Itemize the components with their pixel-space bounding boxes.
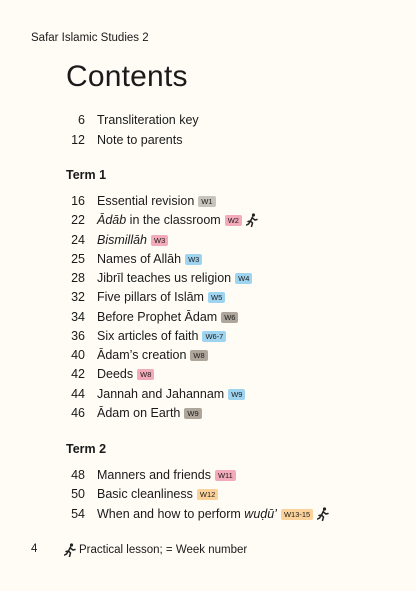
- toc-entry-title: Essential revision: [97, 194, 195, 208]
- toc-entry[interactable]: [60, 485, 218, 503]
- toc-page-number: 48: [71, 468, 85, 482]
- toc-entry-title: Jannah and Jahannam: [97, 387, 225, 401]
- toc-page-number: 46: [71, 406, 85, 420]
- toc-entry-title: Jibrīl teaches us religion: [97, 271, 232, 285]
- toc-entry-title-rest: in the classroom: [126, 213, 221, 227]
- toc-page-number: 44: [71, 387, 85, 401]
- week-badge: W9: [184, 408, 201, 419]
- toc-entry-title: Note to parents: [97, 133, 183, 147]
- toc-page-number: 36: [71, 329, 85, 343]
- page-title: Contents: [66, 60, 188, 93]
- toc-page-number: 40: [71, 348, 85, 362]
- week-badge: W9: [228, 389, 245, 400]
- toc-entry-title: [97, 507, 277, 521]
- toc-entry-title: Bismillāh: [97, 233, 148, 247]
- toc-page-number: 16: [71, 194, 85, 208]
- week-badge: W8: [190, 350, 207, 361]
- toc-entry-title: Transliteration key: [97, 113, 199, 127]
- toc-entry[interactable]: [60, 131, 182, 149]
- toc-entry-title: Ādam’s creation: [97, 348, 187, 362]
- toc-entry-title: Names of Allāh: [97, 252, 182, 266]
- toc-entry[interactable]: [60, 250, 202, 268]
- toc-entry-title: Deeds: [97, 367, 134, 381]
- book-title: Safar Islamic Studies 2: [31, 32, 149, 44]
- toc-entry[interactable]: [60, 385, 245, 403]
- toc-entry[interactable]: [60, 269, 252, 287]
- toc-entry-title: Five pillars of Islām: [97, 290, 204, 304]
- week-badge: W6-7: [202, 331, 226, 342]
- running-figure-icon: [64, 543, 76, 557]
- toc-entry[interactable]: [60, 288, 225, 306]
- running-figure-icon: [317, 507, 329, 521]
- toc-entry[interactable]: [60, 346, 208, 364]
- toc-entry-title: Before Prophet Ādam: [97, 310, 218, 324]
- week-badge: W3: [185, 254, 202, 265]
- toc-entry[interactable]: [60, 211, 258, 229]
- toc-entry-title: Basic cleanliness: [97, 487, 193, 501]
- toc-page-number: 6: [78, 113, 85, 127]
- term-heading: Term 1: [66, 168, 107, 182]
- toc-entry-title-plain: When and how to perform: [97, 507, 245, 521]
- toc-entry-title: [97, 213, 221, 227]
- week-badge: W2: [225, 215, 242, 226]
- toc-page-number: 24: [71, 233, 85, 247]
- legend: [64, 543, 247, 557]
- page-number: 4: [31, 543, 38, 555]
- toc-entry[interactable]: [60, 505, 329, 523]
- toc-page-number: 54: [71, 507, 85, 521]
- toc-entry-title: Six articles of faith: [97, 329, 199, 343]
- week-badge: W12: [197, 489, 218, 500]
- week-badge: W8: [137, 369, 154, 380]
- week-badge: W6: [221, 312, 238, 323]
- toc-entry[interactable]: [60, 327, 226, 345]
- toc-entry-title: Manners and friends: [97, 468, 211, 482]
- toc-entry[interactable]: [60, 231, 168, 249]
- toc-entry[interactable]: [60, 365, 154, 383]
- legend-text: Practical lesson; = Week number: [79, 544, 248, 556]
- toc-entry[interactable]: [60, 308, 238, 326]
- toc-page-number: 50: [71, 487, 85, 501]
- toc-page-number: 42: [71, 367, 85, 381]
- term-heading: Term 2: [66, 442, 107, 456]
- toc-entry[interactable]: [60, 404, 202, 422]
- toc-entry-title: Ādam on Earth: [97, 406, 181, 420]
- toc-entry-title-italic: wuḍū’: [244, 507, 277, 521]
- running-figure-icon: [246, 213, 258, 227]
- week-badge: W5: [208, 292, 225, 303]
- week-badge: W1: [198, 196, 215, 207]
- toc-page-number: 34: [71, 310, 85, 324]
- week-badge: W11: [215, 470, 236, 481]
- toc-page-number: 25: [71, 252, 85, 266]
- week-badge: W3: [151, 235, 168, 246]
- week-badge: W13-15: [281, 509, 313, 520]
- toc-entry[interactable]: [60, 192, 216, 210]
- week-badge: W4: [235, 273, 252, 284]
- toc-page-number: 22: [71, 213, 85, 227]
- toc-entry[interactable]: [60, 111, 199, 129]
- toc-page-number: 28: [71, 271, 85, 285]
- toc-page-number: 32: [71, 290, 85, 304]
- toc-page-number: 12: [71, 133, 85, 147]
- toc-entry-title-italic: Ādāb: [97, 213, 127, 227]
- toc-entry[interactable]: [60, 466, 236, 484]
